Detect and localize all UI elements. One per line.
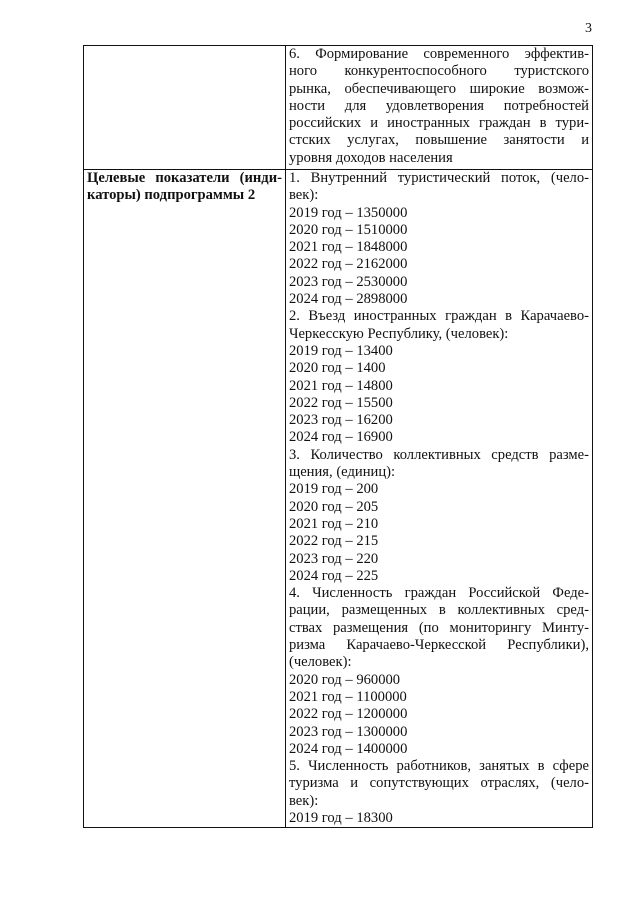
row-content-line: 2022 год – 215 [288, 533, 379, 550]
row-label-cell [84, 46, 286, 170]
row-label-cell [84, 170, 286, 828]
row-content-line: (человек): [288, 654, 352, 671]
row-content-line: 2020 год – 1510000 [288, 221, 408, 238]
row-content-line: ствах размещения (по мониторингу Минту- [288, 619, 589, 636]
row-label-line: каторы) подпрограммы 2 [87, 187, 256, 204]
row-content-line: 4. Численность граждан Российской Феде- [288, 585, 589, 602]
row-content-line: 2019 год – 18300 [288, 809, 393, 826]
row-content-line: 2021 год – 210 [288, 515, 379, 532]
row-content-line: век): [288, 187, 319, 204]
row-content-line: стских услугах, повышение занятости и [288, 132, 589, 149]
row-content-line: 2020 год – 1400 [288, 360, 386, 377]
row-content-cell [285, 170, 592, 828]
row-content-line: 1. Внутренний туристический поток, (чело- [288, 170, 589, 186]
row-content-line: 2022 год – 2162000 [288, 256, 408, 273]
row-content-line: ности для удовлетворения потребностей [288, 97, 589, 114]
row-content-line: 2020 год – 960000 [288, 671, 401, 688]
row-content-line: 2. Въезд иностранных граждан в Карачаево- [288, 308, 589, 325]
row-label-line: Целевые показатели (инди- [87, 170, 282, 186]
row-content-line: 2024 год – 16900 [288, 429, 393, 446]
row-content-line: щения, (единиц): [288, 464, 396, 481]
table-row [84, 46, 593, 170]
row-content-line: рынка, обеспечивающего широкие возмож- [288, 80, 589, 97]
row-content-line: 2024 год – 225 [288, 567, 379, 584]
row-content-line: 3. Количество коллективных средств разме- [288, 446, 589, 463]
row-content-line: 2022 год – 1200000 [288, 706, 408, 723]
row-content-line: 2019 год – 13400 [288, 342, 393, 359]
row-content-line: 2021 год – 1848000 [288, 239, 408, 256]
row-content-line: 5. Численность работников, занятых в сфере [288, 758, 589, 775]
row-content-line: век): [288, 792, 319, 809]
row-content-line: 2023 год – 220 [288, 550, 379, 567]
row-content-line: 2024 год – 1400000 [288, 740, 408, 757]
row-content-line: российских и иностранных граждан в тури- [288, 115, 589, 132]
row-content-line: уровня доходов населения [288, 149, 453, 166]
row-content-line: Черкесскую Республику, (человек): [288, 325, 509, 342]
row-content-line: рации, размещенных в коллективных сред- [288, 602, 589, 619]
row-content-line: 2023 год – 1300000 [288, 723, 408, 740]
row-content-line: 2021 год – 1100000 [288, 688, 407, 705]
row-content-line: 2024 год – 2898000 [288, 291, 408, 308]
page-number: 3 [585, 21, 592, 36]
row-content-line: ного конкурентоспособного туристского [288, 63, 589, 80]
row-content-line: 2021 год – 14800 [288, 377, 393, 394]
row-content-line: 2019 год – 1350000 [288, 204, 408, 221]
row-content-cell [285, 46, 592, 170]
row-content-line: 2023 год – 2530000 [288, 273, 408, 290]
row-content-line: 6. Формирование современного эффектив- [288, 46, 589, 62]
program-table [83, 45, 593, 828]
row-content-line: 2019 год – 200 [288, 481, 379, 498]
row-content-line: 2020 год – 205 [288, 498, 379, 515]
row-content-line: ризма Карачаево-Черкесской Республики), [288, 637, 589, 654]
row-content-line: 2023 год – 16200 [288, 412, 393, 429]
row-content-line: 2022 год – 15500 [288, 394, 393, 411]
table-row [84, 170, 593, 828]
row-content-line: туризма и сопутствующих отраслях, (чело- [288, 775, 589, 792]
